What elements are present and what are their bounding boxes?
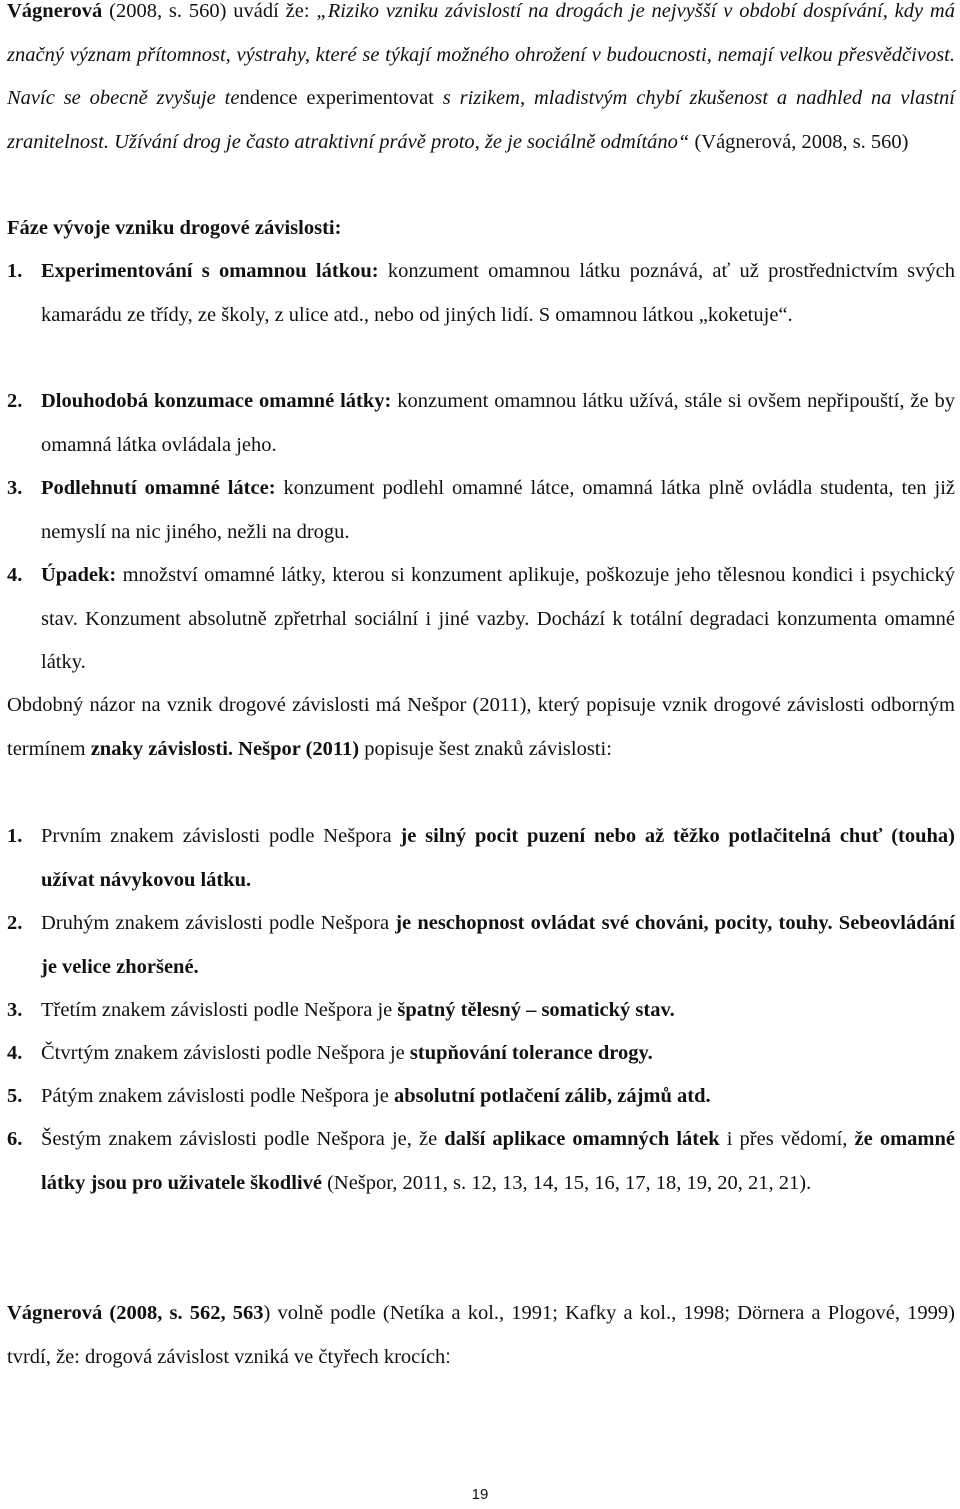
sign-item [7,1075,955,1119]
sign-text: Druhým znakem závislosti podle Nešpora [41,912,396,934]
phase-item [7,467,955,554]
nespor-intro-bold: znaky závislosti. Nešpor (2011) [90,737,360,760]
nespor-intro-paragraph [7,684,955,771]
phase-item [7,250,955,337]
page-number: 19 [471,1486,489,1503]
phase-item [7,554,955,685]
sign-bold: absolutní potlačení zálib, zájmů atd. [393,1085,711,1107]
phase-term: Úpadek: [41,564,117,586]
sign-text: Čtvrtým znakem závislosti podle Nešpora je [41,1042,410,1064]
phases-heading [7,207,955,251]
phase-text: konzument omamnou látku poznává, ať už prostřednictvím svých kamarádu ze třídy, ze školy, z ulice atd., nebo od jiných lidí. S omamnou látkou „koketuje“. [41,260,955,326]
sign-number: 4. [7,1042,23,1064]
sign-number: 3. [7,999,23,1021]
sign-item [7,902,955,989]
sign-text: Pátým znakem závislosti podle Nešpora je [41,1085,394,1107]
intro-citation: (2008, s. 560) uvádí že: [102,0,317,22]
nespor-intro-text-2: popisuje šest znaků závislosti: [359,737,612,760]
sign-number: 2. [7,912,23,934]
sign-number: 5. [7,1085,23,1107]
sign-bold: je silný pocit puzení nebo až těžko potlačitelná chuť (touha) užívat návykovou látku. [41,825,955,891]
quote-plain-part: ndence experimentovat [239,87,443,110]
sign-text: Prvním znakem závislosti podle Nešpora [41,825,401,847]
phase-text: množství omamné látky, kterou si konzument aplikuje, poškozuje jeho tělesnou kondici i psychický stav. Konzument absolutně zpřetrhal sociální i jiné vazby. Dochází k totální degradaci konzumenta omamné látky. [41,564,955,674]
sign-bold: špatný tělesný – somatický stav. [397,999,675,1021]
closing-text: ) volně podle (Netíka a kol [263,1302,494,1324]
nespor-intro-text: Obdobný názor na vznik drogové závislosti má Nešpor (2011), který popisuje vznik drogové závislosti odborným termínem [7,694,955,760]
closing-paragraph [7,1292,955,1379]
quote-citation: (Vágnerová, 2008, s. 560) [689,130,909,153]
phase-item [7,380,955,467]
closing-text-3: ., 1998; Dörnera a Plogové, 1999) tvrdí, že: drogová závislost vzniká ve čtyřech krocích [7,1302,955,1368]
sign-item [7,815,955,902]
phase-number: 3. [7,477,23,499]
closing-text-2: ., 1991; Kafky a kol [493,1302,666,1324]
phase-term: Dlouhodobá konzumace omamné látky: [41,390,392,412]
intro-paragraph [7,0,955,164]
quote-part-2: s rizikem, mladistvým chybí zkušenost a nadhled na vlastní zranitelnost. Užívání drog je často atraktivní právě proto, že je sociálně odmítáno“ [7,87,955,153]
phase-term: Experimentování s omamnou látkou: [41,260,379,282]
closing-colon: : [445,1346,451,1368]
phase-text: konzument omamnou látku užívá, stále si ovšem nepřipouští, že by omamná látka ovládala jeho. [41,390,955,456]
sign-bold-2: že omamné látky jsou pro uživatele škodlivé [41,1128,955,1194]
sign-text: Třetím znakem závislosti podle Nešpora je [41,999,398,1021]
sign-bold: je neschopnost ovládat své chováni, pocity, touhy. Sebeovládání je velice zhoršené. [41,912,955,978]
sign-number: 1. [7,825,23,847]
sign-text: Šestým znakem závislosti podle Nešpora je, že [41,1128,445,1150]
sign-item [7,989,955,1033]
closing-bold-citation: Vágnerová (2008, s. 562, 563 [7,1302,264,1324]
sign-item [7,1032,955,1076]
quote-part-1: „Riziko vzniku závislostí na drogách je nejvyšší v období dospívání, kdy má značný význam přítomnost, výstrahy, které se týkají možného ohrožení v budoucnosti, nemají velkou přesvědčivost. Navíc se obecně zvyšuje te [7,0,955,110]
phases-heading-text: Fáze vývoje vzniku drogové závislosti: [7,217,342,239]
sign-bold: stupňování tolerance drogy. [409,1042,653,1064]
sign-text-post: (Nešpor, 2011, s. 12, 13, 14, 15, 16, 17, 18, 19, 20, 21, 21). [321,1171,812,1194]
author-name: Vágnerová [7,0,103,22]
phase-number: 1. [7,260,23,282]
phase-term: Podlehnutí omamné látce: [41,477,276,499]
sign-bold: další aplikace omamných látek [444,1128,720,1150]
sign-number: 6. [7,1128,23,1150]
phase-number: 2. [7,390,23,412]
sign-text-mid: i přes vědomí, [719,1128,855,1150]
phase-text: konzument podlehl omamné látce, omamná látka plně ovládla studenta, ten již nemyslí na nic jiného, nežli na drogu. [41,477,955,543]
sign-item [7,1118,955,1205]
phase-number: 4. [7,564,23,586]
